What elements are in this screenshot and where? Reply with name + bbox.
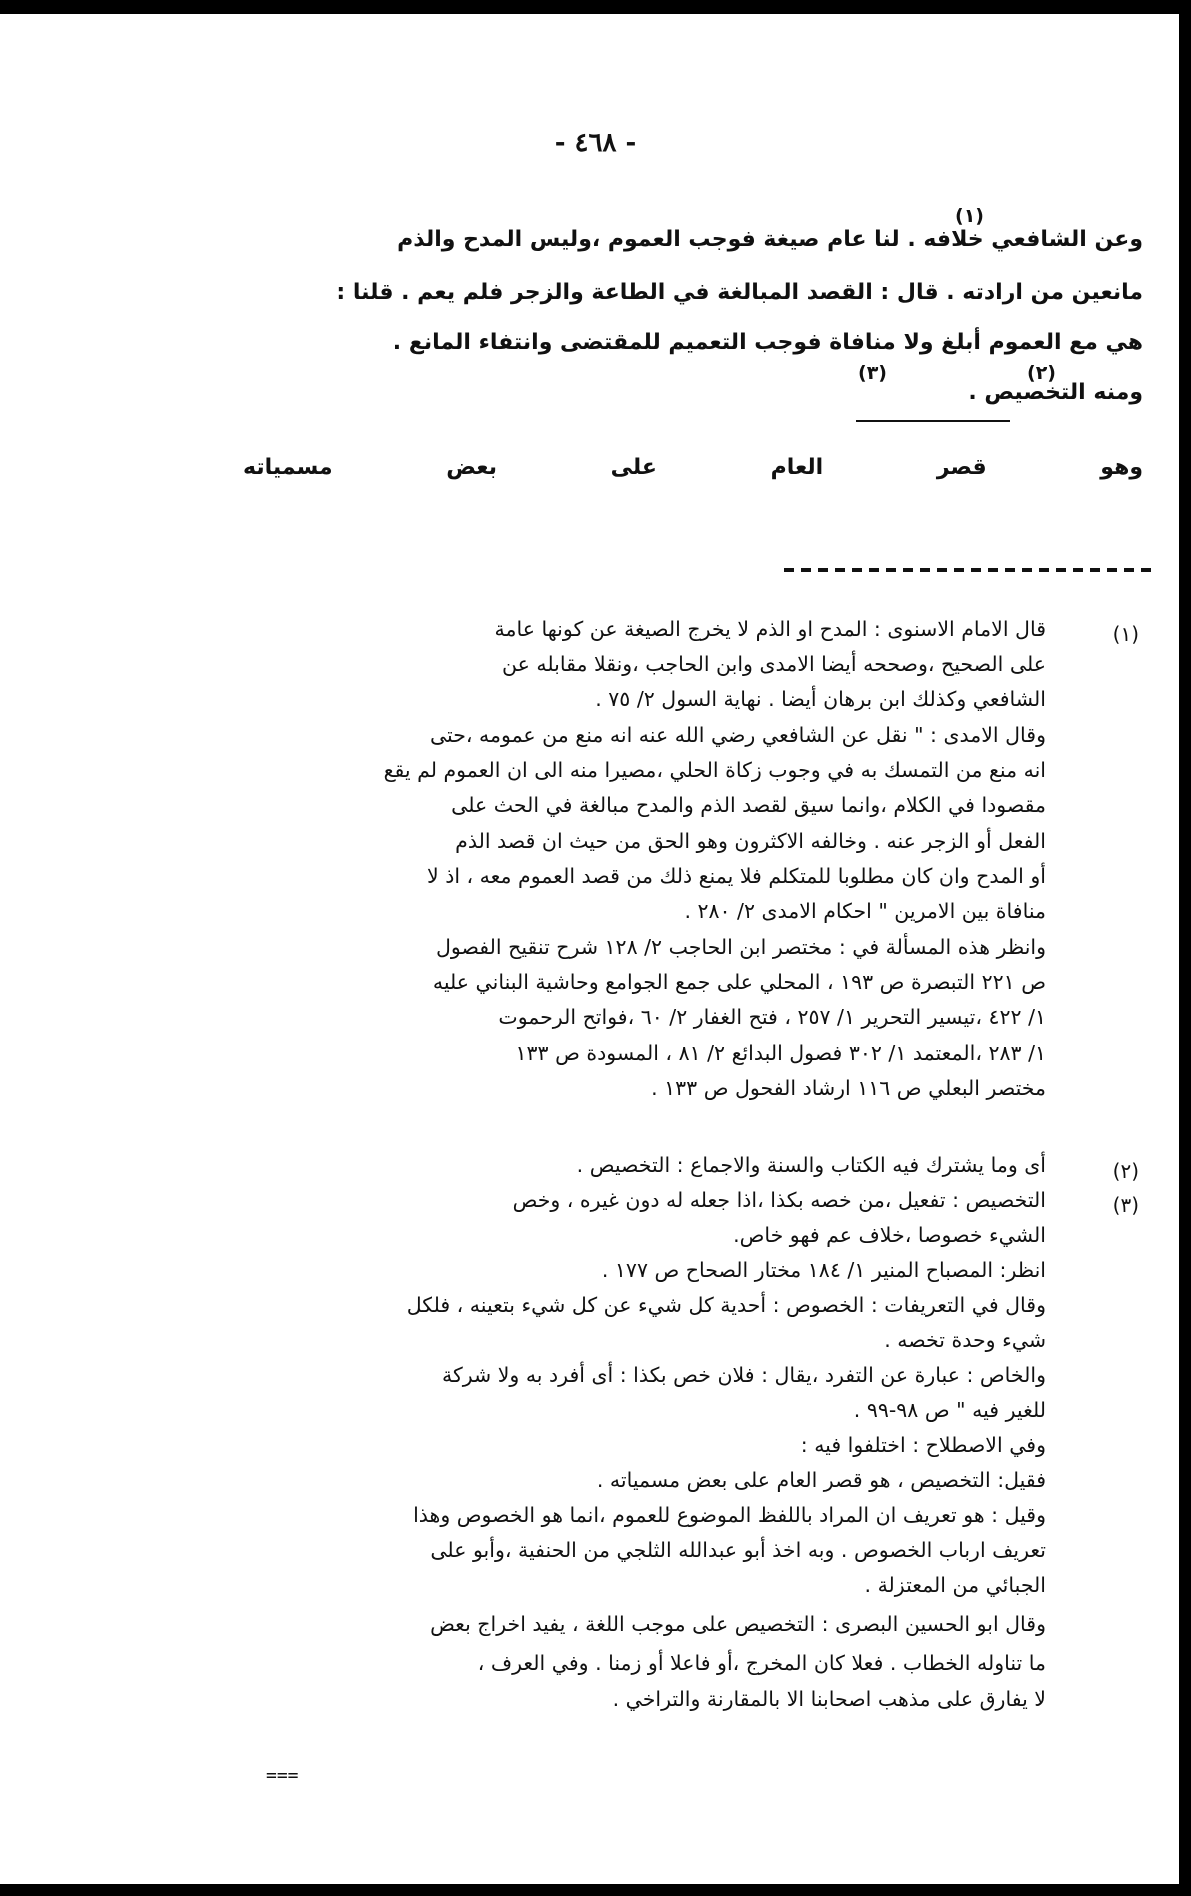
main-line-3: هي مع العموم أبلغ ولا منافاة فوجب التعميم للمقتضى وانتفاء المانع . [392,330,1143,355]
footnote-line: انظر: المصباح المنير ١/ ١٨٤ مختار الصحاح ص ١٧٧ . [601,1258,1046,1282]
footnote-line: والخاص : عبارة عن التفرد ،يقال : فلان خص بكذا : أى أفرد به ولا شركة [441,1363,1046,1387]
footnote-line: للغير فيه " ص ٩٨-٩٩ . [853,1398,1046,1422]
footnote-ref-1: (١) [955,205,984,227]
footnote-line: وقال الامدى : " نقل عن الشافعي رضي الله عنه انه منع من عمومه ،حتى [429,723,1046,747]
footnote-line: شيء وحدة تخصه . [884,1328,1046,1352]
footnote-ref-3: (٣) [858,362,887,384]
footnote-number-2: (٢) [1112,1159,1139,1183]
scan-border-top [0,0,1191,14]
footnote-line: على الصحيح ،وصححه أيضا الامدى وابن الحاجب ،ونقلا مقابله عن [502,652,1046,676]
footnote-line: انه منع من التمسك به في وجوب زكاة الحلي ،مصيرا منه الى ان العموم لم يقع [383,758,1046,782]
term-underline [856,420,1010,422]
footnote-line: وقال في التعريفات : الخصوص : أحدية كل شيء عن كل شيء بتعينه ، فلكل [406,1293,1046,1317]
footnote-line: مختصر البعلي ص ١١٦ ارشاد الفحول ص ١٣٣ . [651,1076,1046,1100]
footnote-number-1: (١) [1112,622,1139,646]
footnote-line: وقيل : هو تعريف ان المراد باللفظ الموضوع للعموم ،انما هو الخصوص وهذا [413,1503,1046,1527]
footnote-line: الفعل أو الزجر عنه . وخالفه الاكثرون وهو الحق من حيث ان قصد الذم [455,829,1046,853]
footnote-line: التخصيص : تفعيل ،من خصه بكذا ،اذا جعله له دون غيره ، وخص [512,1188,1046,1212]
footnote-line: ما تناوله الخطاب . فعلا كان المخرج ،أو فاعلا أو زمنا . وفي العرف ، [477,1651,1046,1675]
footnote-line: ص ٢٢١ التبصرة ص ١٩٣ ، المحلي على جمع الجوامع وحاشية البناني عليه [432,970,1046,994]
footnote-line: أى وما يشترك فيه الكتاب والسنة والاجماع : التخصيص . [576,1153,1046,1177]
main-line-4: ومنه التخصيص . [968,380,1143,405]
footnote-line: الشيء خصوصا ،خلاف عم فهو خاص. [733,1223,1046,1247]
main-line-1: وعن الشافعي خلافه . لنا عام صيغة فوجب العموم ،وليس المدح والذم [397,227,1143,252]
footnote-line: وقال ابو الحسين البصرى : التخصيص على موجب اللغة ، يفيد اخراج بعض [430,1612,1046,1636]
scan-border-bottom [0,1884,1191,1896]
footnote-line: لا يفارق على مذهب اصحابنا الا بالمقارنة والتراخي . [612,1687,1046,1711]
footnote-separator [784,568,1156,572]
footnote-line: أو المدح وان كان مطلوبا للمتكلم فلا يمنع ذلك من قصد العموم معه ، اذ لا [426,864,1046,888]
footnote-line: منافاة بين الامرين " احكام الامدى ٢/ ٢٨٠ . [684,899,1046,923]
footnote-line: ١/ ٢٨٣ ،المعتمد ١/ ٣٠٢ فصول البدائع ٢/ ٨١ ، المسودة ص ١٣٣ [515,1041,1046,1065]
footnote-ref-2: (٢) [1027,362,1056,384]
footnote-line: الجبائي من المعتزلة . [864,1573,1046,1597]
footnote-line: ١/ ٤٢٢ ،تيسير التحرير ١/ ٢٥٧ ، فتح الغفار ٢/ ٦٠ ،فواتح الرحموت [498,1005,1046,1029]
page-number: - ٤٦٨ - [554,128,637,158]
scan-border-right [1179,0,1191,1896]
footnote-line: وفي الاصطلاح : اختلفوا فيه : [800,1433,1046,1457]
footnote-line: تعريف ارباب الخصوص . وبه اخذ أبو عبدالله الثلجي من الحنفية ،وأبو على [430,1538,1046,1562]
footnote-line: مقصودا في الكلام ،وانما سيق لقصد الذم والمدح مبالغة في الحث على [451,793,1046,817]
footnote-line: قال الامام الاسنوى : المدح او الذم لا يخرج الصيغة عن كونها عامة [494,617,1046,641]
definition-line: وهو قصر العام على بعض مسمياته [243,455,1143,480]
main-line-2: مانعين من ارادته . قال : القصد المبالغة في الطاعة والزجر فلم يعم . قلنا : [336,280,1143,305]
footnote-line: الشافعي وكذلك ابن برهان أيضا . نهاية السول ٢/ ٧٥ . [595,687,1046,711]
end-mark: === [266,1765,299,1786]
footnote-number-3: (٣) [1112,1193,1139,1217]
footnote-line: فقيل: التخصيص ، هو قصر العام على بعض مسمياته . [596,1468,1046,1492]
footnote-line: وانظر هذه المسألة في : مختصر ابن الحاجب ٢/ ١٢٨ شرح تنقيح الفصول [436,935,1046,959]
